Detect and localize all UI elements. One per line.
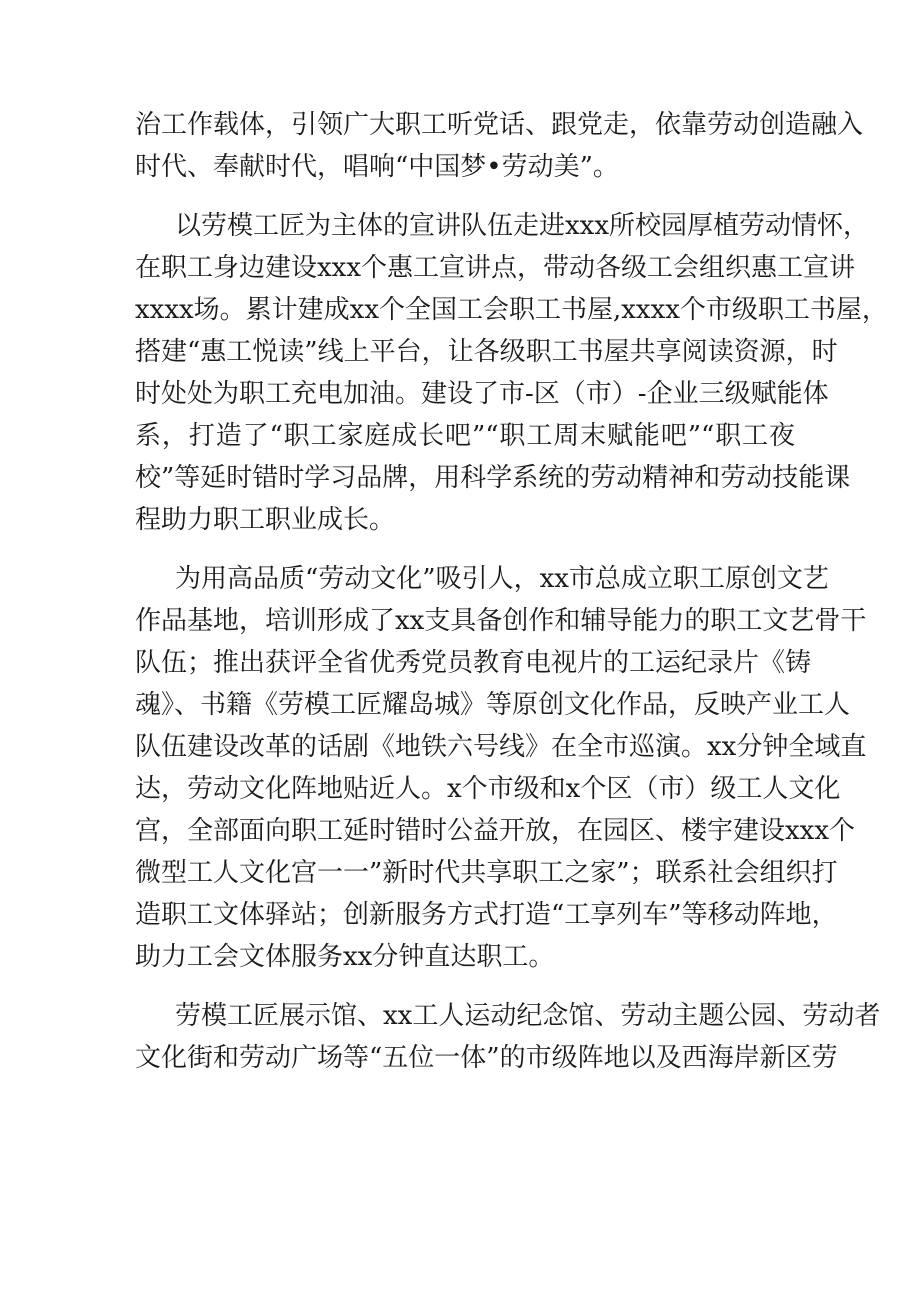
text-line: 系，打造了“职工家庭成长吧”“职工周末赋能吧”“职工夜 (135, 421, 795, 451)
text-line: 造职工文体驿站；创新服务方式打造“工享列车”等移动阵地， (135, 900, 838, 930)
document-body (135, 104, 888, 1096)
text-line: 文化街和劳动广场等“五位一体”的市级阵地以及西海岸新区劳 (135, 1043, 838, 1073)
text-line: 达，劳动文化阵地贴近人。x个市级和x个区（市）级工人文化 (135, 774, 841, 804)
text-line: 以劳模工匠为主体的宣讲队伍走进xxx所校园厚植劳动情怀， (175, 211, 869, 241)
text-line: 在职工身边建设xxx个惠工宣讲点，带动各级工会组织惠工宣讲 (135, 253, 855, 283)
text-line: 魂》、书籍《劳模工匠耀岛城》等原创文化作品，反映产业工人 (135, 690, 851, 720)
text-line: 搭建“惠工悦读”线上平台，让各级职工书屋共享阅读资源，时 (135, 337, 838, 367)
paragraph-1 (135, 104, 864, 188)
paragraph-4 (135, 995, 881, 1079)
paragraph-2 (135, 205, 888, 541)
text-line: 作品基地，培训形成了xx支具备创作和辅导能力的职工文艺骨干 (135, 606, 867, 636)
text-line: 宫，全部面向职工延时错时公益开放，在园区、楼宇建设xxx个 (135, 816, 855, 846)
text-line: 校”等延时错时学习品牌，用科学系统的劳动精神和劳动技能课 (135, 463, 851, 493)
paragraph-3 (135, 558, 867, 978)
text-line: 程助力职工职业成长。 (135, 505, 396, 535)
text-line: 为用高品质“劳动文化”吸引人，xx市总成立职工原创文艺 (175, 564, 829, 594)
text-line: 微型工人文化宫一一”新时代共享职工之家”；联系社会组织打 (135, 858, 838, 888)
text-line: 队伍建设改革的话剧《地铁六号线》在全市巡演。xx分钟全域直 (135, 732, 867, 762)
text-line: 队伍；推出获评全省优秀党员教育电视片的工运纪录片《铸 (135, 648, 812, 678)
text-line: 时代、奉献时代，唱响“中国梦•劳动美”。 (135, 152, 619, 182)
text-line: 劳模工匠展示馆、xx工人运动纪念馆、劳动主题公园、劳动者 (175, 1001, 881, 1031)
text-line: 治工作载体，引领广大职工听党话、跟党走，依靠劳动创造融入 (135, 110, 864, 140)
text-line: 时处处为职工充电加油。建设了市-区（市）-企业三级赋能体 (135, 379, 829, 409)
text-line: 助力工会文体服务xx分钟直达职工。 (135, 942, 555, 972)
text-line: xxxx场。累计建成xx个全国工会职工书屋,xxxx个市级职工书屋， (135, 295, 888, 325)
